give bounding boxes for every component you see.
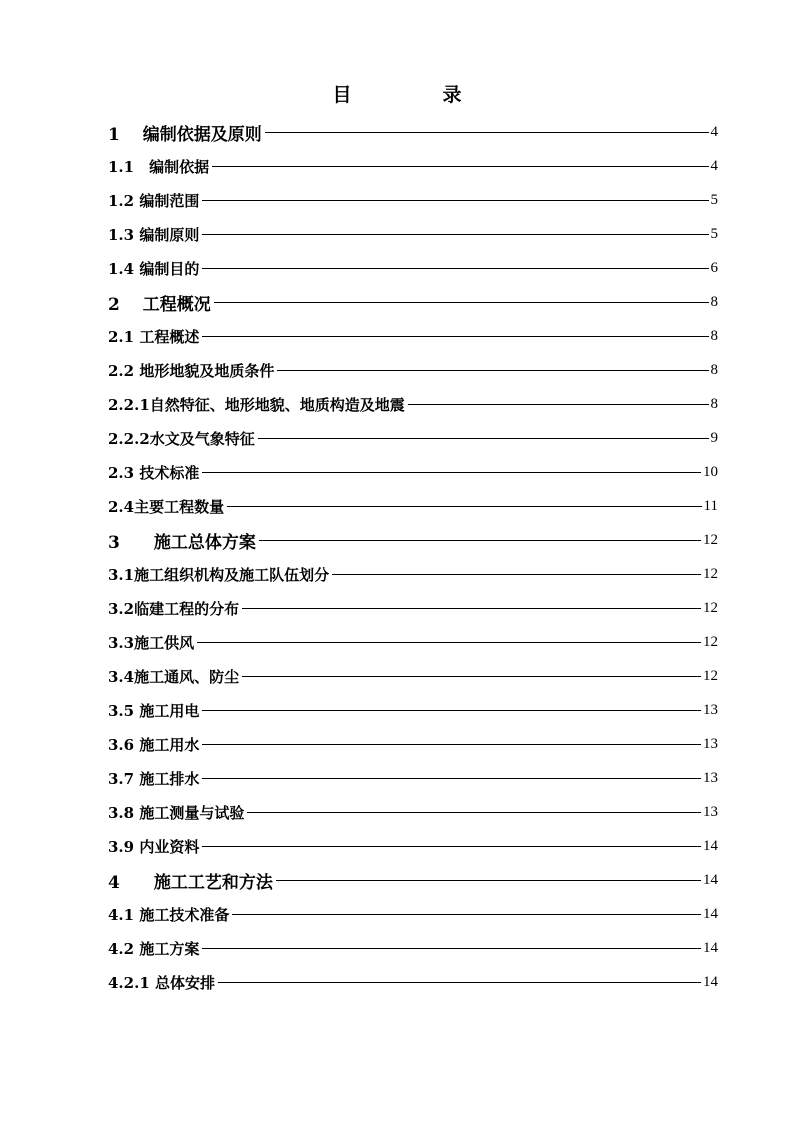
toc-entry[interactable]	[108, 693, 718, 727]
toc-entry[interactable]	[108, 965, 718, 999]
toc-list	[108, 115, 718, 999]
toc-entry-page-number: 8	[710, 293, 718, 310]
toc-entry[interactable]	[108, 557, 718, 591]
toc-entry-page-number: 12	[703, 531, 718, 548]
toc-leader-line	[227, 506, 701, 507]
toc-entry-page-number: 13	[703, 803, 718, 820]
toc-entry-page-number: 14	[703, 837, 718, 854]
toc-entry-title: 2.1 工程概述	[108, 327, 200, 346]
toc-entry-title: 2.4主要工程数量	[108, 497, 225, 516]
toc-leader-line	[202, 846, 701, 847]
toc-entry-title: 4.2 施工方案	[108, 939, 200, 958]
toc-entry-title: 3 施工总体方案	[108, 532, 256, 553]
toc-entry-page-number: 10	[703, 463, 718, 480]
toc-entry-page-number: 14	[703, 939, 718, 956]
toc-entry[interactable]	[108, 115, 718, 149]
toc-leader-line	[202, 234, 708, 235]
toc-entry[interactable]	[108, 659, 718, 693]
toc-entry[interactable]	[108, 149, 718, 183]
toc-entry[interactable]	[108, 829, 718, 863]
toc-entry-title: 3.2临建工程的分布	[108, 599, 240, 618]
toc-leader-line	[202, 268, 708, 269]
toc-leader-line	[258, 438, 709, 439]
toc-entry-title: 2.2 地形地貌及地质条件	[108, 361, 275, 380]
toc-entry[interactable]	[108, 931, 718, 965]
toc-leader-line	[218, 982, 701, 983]
toc-entry-page-number: 12	[703, 565, 718, 582]
toc-entry-page-number: 12	[703, 667, 718, 684]
toc-entry-title: 1.2 编制范围	[108, 191, 200, 210]
toc-entry-title: 2.2.1自然特征、地形地貌、地质构造及地震	[108, 395, 405, 414]
toc-entry-title: 3.6 施工用水	[108, 735, 200, 754]
toc-entry-page-number: 8	[710, 361, 718, 378]
toc-entry[interactable]	[108, 455, 718, 489]
toc-leader-line	[202, 472, 701, 473]
toc-entry-title: 1.3 编制原则	[108, 225, 200, 244]
toc-entry-title: 3.4施工通风、防尘	[108, 667, 240, 686]
toc-entry-title: 3.1施工组织机构及施工队伍划分	[108, 565, 330, 584]
toc-leader-line	[247, 812, 701, 813]
toc-entry[interactable]	[108, 897, 718, 931]
toc-entry-page-number: 6	[710, 259, 718, 276]
toc-entry[interactable]	[108, 625, 718, 659]
toc-entry-page-number: 4	[710, 123, 718, 140]
toc-entry[interactable]	[108, 863, 718, 897]
toc-entry-page-number: 14	[703, 973, 718, 990]
toc-entry-title: 3.9 内业资料	[108, 837, 200, 856]
toc-entry[interactable]	[108, 489, 718, 523]
toc-entry[interactable]	[108, 251, 718, 285]
toc-entry[interactable]	[108, 285, 718, 319]
toc-entry-title: 1.1 编制依据	[108, 157, 210, 176]
toc-leader-line	[259, 540, 701, 541]
toc-leader-line	[202, 710, 701, 711]
toc-leader-line	[202, 336, 708, 337]
toc-leader-line	[202, 744, 701, 745]
toc-entry-title: 2.2.2水文及气象特征	[108, 429, 255, 448]
toc-entry-page-number: 14	[703, 871, 718, 888]
toc-leader-line	[232, 914, 701, 915]
toc-entry-title: 4 施工工艺和方法	[108, 872, 273, 893]
toc-entry-title: 2 工程概况	[108, 294, 211, 315]
toc-entry-page-number: 5	[710, 191, 718, 208]
toc-leader-line	[202, 948, 701, 949]
toc-leader-line	[276, 880, 701, 881]
toc-entry-title: 3.8 施工测量与试验	[108, 803, 245, 822]
toc-leader-line	[242, 608, 701, 609]
toc-entry-page-number: 9	[710, 429, 718, 446]
toc-leader-line	[265, 132, 709, 133]
toc-entry-page-number: 11	[703, 497, 718, 514]
toc-leader-line	[408, 404, 709, 405]
toc-entry[interactable]	[108, 591, 718, 625]
toc-leader-line	[332, 574, 701, 575]
toc-leader-line	[202, 200, 708, 201]
toc-entry-page-number: 12	[703, 599, 718, 616]
toc-entry-title: 4.2.1 总体安排	[108, 973, 215, 992]
toc-entry-page-number: 5	[710, 225, 718, 242]
toc-entry-title: 2.3 技术标准	[108, 463, 200, 482]
toc-leader-line	[202, 778, 701, 779]
toc-entry[interactable]	[108, 217, 718, 251]
toc-leader-line	[214, 302, 709, 303]
toc-entry-title: 1 编制依据及原则	[108, 124, 262, 145]
toc-entry-page-number: 13	[703, 735, 718, 752]
toc-entry-page-number: 13	[703, 769, 718, 786]
toc-entry-page-number: 8	[710, 327, 718, 344]
toc-entry[interactable]	[108, 795, 718, 829]
toc-entry-title: 3.3施工供风	[108, 633, 195, 652]
toc-entry[interactable]	[108, 727, 718, 761]
toc-entry-page-number: 13	[703, 701, 718, 718]
toc-entry[interactable]	[108, 523, 718, 557]
toc-entry-title: 3.5 施工用电	[108, 701, 200, 720]
toc-leader-line	[197, 642, 701, 643]
toc-entry-page-number: 12	[703, 633, 718, 650]
toc-entry-page-number: 8	[710, 395, 718, 412]
toc-entry-title: 4.1 施工技术准备	[108, 905, 230, 924]
toc-entry-page-number: 4	[710, 157, 718, 174]
toc-leader-line	[277, 370, 708, 371]
toc-entry-title: 1.4 编制目的	[108, 259, 200, 278]
toc-entry[interactable]	[108, 387, 718, 421]
toc-entry-title: 3.7 施工排水	[108, 769, 200, 788]
toc-entry[interactable]	[108, 183, 718, 217]
toc-entry[interactable]	[108, 421, 718, 455]
toc-entry-page-number: 14	[703, 905, 718, 922]
toc-title: 目 录	[332, 84, 498, 106]
toc-entry[interactable]	[108, 353, 718, 387]
toc-leader-line	[242, 676, 701, 677]
toc-entry[interactable]	[108, 761, 718, 795]
toc-leader-line	[212, 166, 708, 167]
toc-entry[interactable]	[108, 319, 718, 353]
